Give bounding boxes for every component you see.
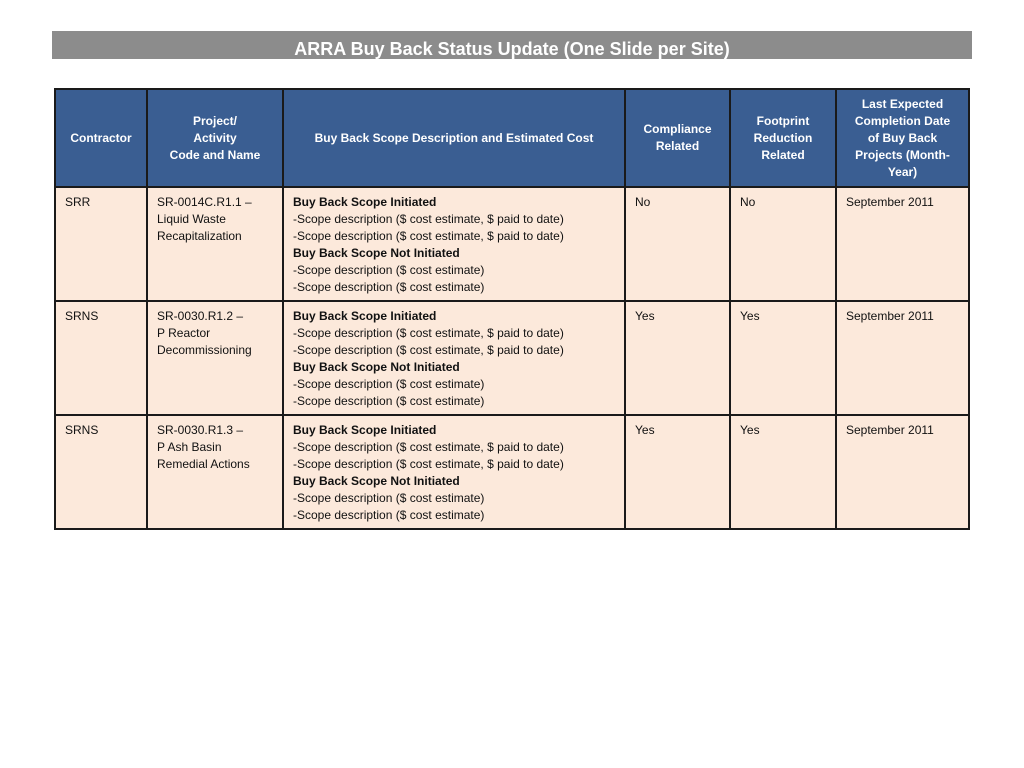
cell-footprint: Yes: [730, 301, 836, 415]
cell-completion: September 2011: [836, 187, 969, 301]
scope-initiated-heading: Buy Back Scope Initiated: [293, 195, 437, 209]
table-row: [55, 187, 969, 301]
cell-footprint: No: [730, 187, 836, 301]
scope-not-initiated-heading: Buy Back Scope Not Initiated: [293, 474, 460, 488]
cell-contractor: SRNS: [55, 415, 147, 529]
cell-contractor: SRNS: [55, 301, 147, 415]
cell-project: SR-0030.R1.3 – P Ash Basin Remedial Actions: [147, 415, 283, 529]
table-row: [55, 301, 969, 415]
page-title: ARRA Buy Back Status Update (One Slide per Site): [294, 39, 730, 59]
cell-contractor: SRR: [55, 187, 147, 301]
title-bar: [52, 31, 972, 59]
scope-initiated-heading: Buy Back Scope Initiated: [293, 423, 437, 437]
header-project: Project/ Activity Code and Name: [147, 89, 283, 187]
scope-initiated-heading: Buy Back Scope Initiated: [293, 309, 437, 323]
header-scope: Buy Back Scope Description and Estimated Cost: [283, 89, 625, 187]
cell-scope: Buy Back Scope Initiated -Scope description ($ cost estimate, $ paid to date) -Scope description ($ cost estimate, $ paid to date) Buy Back Scope Not Initiated -Scope description ($ cost estimate) -Scope description ($ cost estimate): [283, 301, 625, 415]
cell-scope: Buy Back Scope Initiated -Scope description ($ cost estimate, $ paid to date) -Scope description ($ cost estimate, $ paid to date) Buy Back Scope Not Initiated -Scope description ($ cost estimate) -Scope description ($ cost estimate): [283, 415, 625, 529]
header-compliance: Compliance Related: [625, 89, 730, 187]
cell-project: SR-0030.R1.2 – P Reactor Decommissioning: [147, 301, 283, 415]
cell-completion: September 2011: [836, 301, 969, 415]
cell-compliance: No: [625, 187, 730, 301]
cell-footprint: Yes: [730, 415, 836, 529]
scope-not-initiated-heading: Buy Back Scope Not Initiated: [293, 360, 460, 374]
cell-compliance: Yes: [625, 301, 730, 415]
header-completion: Last Expected Completion Date of Buy Back Projects (Month- Year): [836, 89, 969, 187]
table-row: [55, 415, 969, 529]
header-footprint: Footprint Reduction Related: [730, 89, 836, 187]
cell-project: SR-0014C.R1.1 – Liquid Waste Recapitalization: [147, 187, 283, 301]
status-table: [54, 88, 970, 530]
cell-completion: September 2011: [836, 415, 969, 529]
cell-scope: Buy Back Scope Initiated -Scope description ($ cost estimate, $ paid to date) -Scope description ($ cost estimate, $ paid to date) Buy Back Scope Not Initiated -Scope description ($ cost estimate) -Scope description ($ cost estimate): [283, 187, 625, 301]
header-row: [55, 89, 969, 187]
scope-not-initiated-heading: Buy Back Scope Not Initiated: [293, 246, 460, 260]
header-contractor: Contractor: [55, 89, 147, 187]
cell-compliance: Yes: [625, 415, 730, 529]
